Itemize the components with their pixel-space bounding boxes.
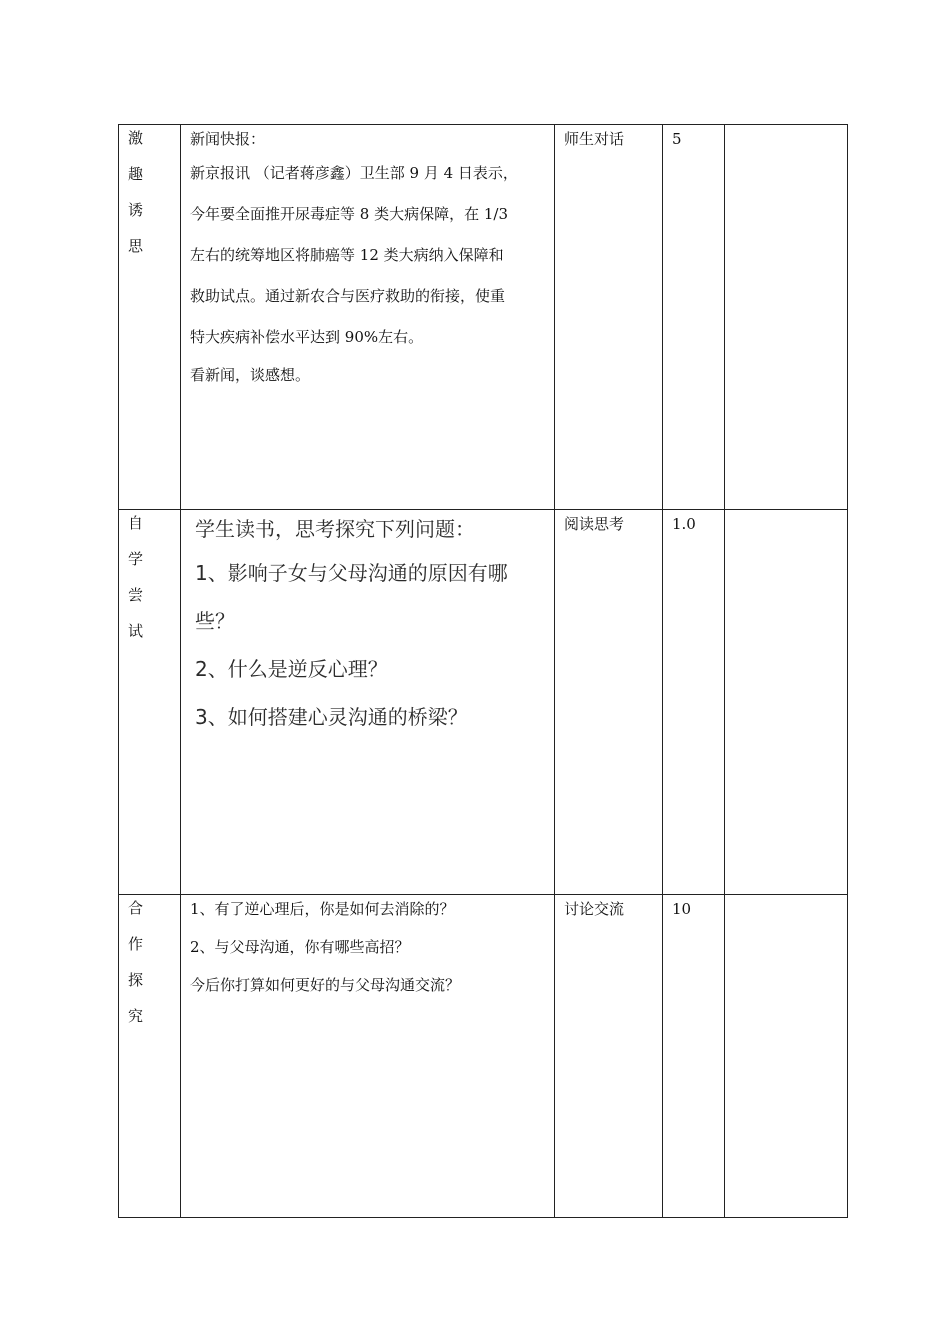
content-cell xyxy=(181,895,555,1218)
question-line: 1、影响子女与父母沟通的原因有哪 xyxy=(195,561,508,585)
stage-char: 学 xyxy=(128,550,144,568)
method-cell xyxy=(555,125,663,510)
table-row xyxy=(119,510,848,895)
content-line: 新闻快报： xyxy=(190,130,266,148)
question-line: 2、什么是逆反心理？ xyxy=(195,657,388,681)
content-line: 1、有了逆心理后，你是如何去消除的？ xyxy=(190,900,455,918)
question-line: 学生读书，思考探究下列问题： xyxy=(195,517,475,541)
stage-char: 究 xyxy=(128,1007,144,1025)
stage-char: 自 xyxy=(128,514,144,532)
question-line: 3、如何搭建心灵沟通的桥梁？ xyxy=(195,705,468,729)
content-cell xyxy=(181,125,555,510)
question-line: 些？ xyxy=(195,609,235,633)
stage-char: 趣 xyxy=(128,165,144,183)
time-text: 10 xyxy=(672,900,692,918)
time-cell xyxy=(663,895,725,1218)
stage-char: 试 xyxy=(128,622,144,640)
notes-cell xyxy=(725,895,848,1218)
stage-char: 探 xyxy=(128,971,144,989)
stage-cell xyxy=(119,125,181,510)
time-text: 1.0 xyxy=(672,515,696,533)
content-line: 今后你打算如何更好的与父母沟通交流？ xyxy=(190,976,461,994)
time-cell xyxy=(663,510,725,895)
content-line: 左右的统筹地区将肺癌等 12 类大病纳入保障和 xyxy=(190,246,504,264)
method-text: 阅读思考 xyxy=(564,515,625,533)
content-line: 特大疾病补偿水平达到 90%左右。 xyxy=(190,328,424,346)
method-cell xyxy=(555,510,663,895)
notes-cell xyxy=(725,125,848,510)
content-line: 新京报讯 （记者蒋彦鑫）卫生部 9 月 4 日表示， xyxy=(190,164,518,182)
notes-cell xyxy=(725,510,848,895)
stage-label xyxy=(119,120,180,264)
stage-char: 激 xyxy=(128,129,144,147)
news-content xyxy=(181,125,554,385)
stage-char: 合 xyxy=(128,899,144,917)
stage-label xyxy=(119,890,180,1034)
stage-cell xyxy=(119,510,181,895)
stage-cell xyxy=(119,895,181,1218)
lesson-plan-table xyxy=(118,124,848,1218)
scanned-question-image xyxy=(181,510,554,730)
content-line: 2、与父母沟通，你有哪些高招？ xyxy=(190,938,410,956)
content-line: 今年要全面推开尿毒症等 8 类大病保障，在 1/3 xyxy=(190,205,508,223)
table-row xyxy=(119,895,848,1218)
stage-char: 思 xyxy=(128,237,144,255)
content-cell xyxy=(181,510,555,895)
table-row xyxy=(119,125,848,510)
method-cell xyxy=(555,895,663,1218)
content-line: 看新闻，谈感想。 xyxy=(190,366,311,384)
stage-label xyxy=(119,505,180,649)
content-line: 救助试点。通过新农合与医疗救助的衔接，使重 xyxy=(190,287,506,305)
method-text: 师生对话 xyxy=(564,130,625,148)
time-text: 5 xyxy=(672,130,682,148)
time-cell xyxy=(663,125,725,510)
stage-char: 诱 xyxy=(128,201,144,219)
stage-char: 作 xyxy=(128,935,144,953)
method-text: 讨论交流 xyxy=(564,900,625,918)
stage-char: 尝 xyxy=(128,586,144,604)
discussion-content xyxy=(181,895,554,995)
